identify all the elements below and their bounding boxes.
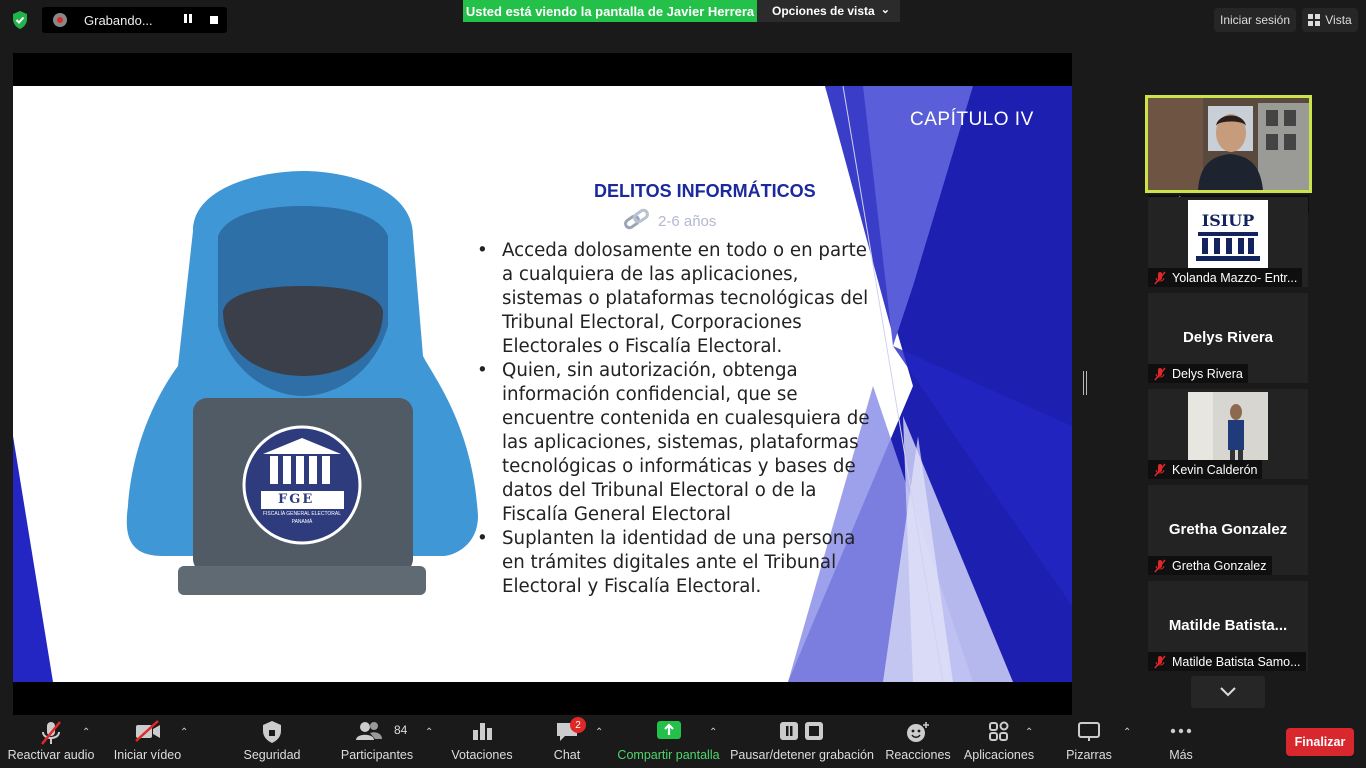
pause-stop-recording-label: Pausar/detener grabación [730,748,874,762]
participant-tile[interactable] [1148,293,1308,383]
more-label: Más [1169,748,1193,762]
muted-mic-icon [1152,366,1168,382]
muted-mic-icon [1152,462,1168,478]
view-button[interactable] [1302,8,1358,32]
participant-name: Kevin Calderón [1172,462,1258,477]
whiteboard-icon [1077,720,1101,742]
muted-mic-icon [1152,558,1168,574]
pause-recording-icon[interactable] [182,14,194,26]
recording-indicator [42,7,227,33]
polls-label: Votaciones [451,748,513,762]
whiteboards-options-caret-icon[interactable]: ⌃ [1123,727,1132,738]
security-button[interactable] [237,715,307,768]
participant-name: Gretha Gonzalez [1172,558,1267,573]
whiteboards-label: Pizarras [1066,748,1112,762]
start-video-button[interactable] [105,715,190,768]
view-options-dropdown[interactable] [757,0,900,22]
polls-button[interactable] [447,715,517,768]
recording-dot-icon [53,13,67,27]
chat-options-caret-icon[interactable]: ⌃ [595,727,604,738]
participants-options-caret-icon[interactable]: ⌃ [425,727,434,738]
apps-options-caret-icon[interactable]: ⌃ [1025,727,1034,738]
view-options-label: Opciones de vista [772,4,875,18]
bullet-item: • Quien, sin autorización, obtenga información confidencial, que se encuentre contenida en cualesquiera de las aplicaciones, sistemas, plataformas tecnológicas o informáticas y bases de datos del Tribunal Electoral o de la Fiscalía General Electoral [475,359,875,527]
video-feed [1148,98,1309,190]
logo-subtitle: FISCALÍA GENERAL ELECTORAL [262,511,342,517]
reactions-button[interactable] [884,715,952,768]
grid-view-icon [1308,14,1320,26]
panel-resize-handle[interactable] [1083,371,1087,395]
bullet-list [475,239,875,599]
more-button[interactable] [1156,715,1206,768]
encryption-shield-icon[interactable] [10,10,30,30]
reactions-emoji-icon [905,720,931,744]
video-options-caret-icon[interactable]: ⌃ [180,727,189,738]
pause-stop-recording-button[interactable] [730,715,874,768]
participants-icon [355,720,383,742]
muted-mic-icon [1152,270,1168,286]
participant-display-name: Matilde Batista... [1168,617,1288,634]
participant-name: Delys Rivera [1172,366,1243,381]
video-off-icon [134,720,162,742]
unmute-label: Reactivar audio [7,748,95,762]
participant-label [1148,268,1302,287]
share-screen-button[interactable] [616,715,721,768]
share-screen-icon [656,720,682,740]
video-feed [1188,392,1268,460]
active-speaker-tile[interactable] [1145,95,1312,193]
bullet-item: • Suplanten la identidad de una persona en trámites digitales ante el Tribunal Electoral y Fiscalía Electoral. [475,527,875,599]
participant-label [1148,556,1272,575]
participant-label [1148,652,1306,671]
bullet-item: • Acceda dolosamente en todo o en parte a cualquiera de las aplicaciones, sistemas o plataformas tecnológicas del Tribunal Electoral, Corporaciones Electorales o Fiscalía Electoral. [475,239,875,359]
share-options-caret-icon[interactable]: ⌃ [709,727,718,738]
chevron-down-icon [1220,687,1236,697]
view-label: Vista [1325,13,1352,27]
security-shield-icon [261,720,283,744]
participant-label [1148,364,1248,383]
recording-label: Grabando... [84,12,153,28]
meeting-toolbar [0,715,1366,768]
share-screen-label: Compartir pantalla [617,748,720,762]
end-meeting-button[interactable]: Finalizar [1286,728,1354,756]
chain-link-icon [622,207,652,233]
participant-display-name: Gretha Gonzalez [1168,521,1288,538]
unmute-button[interactable] [5,715,97,768]
logo-fge-text: FGE [278,492,315,507]
apps-icon [987,720,1011,742]
reactions-label: Reacciones [885,748,951,762]
muted-mic-icon [1152,654,1168,670]
organization-logo-text: ISIUP [1201,211,1255,230]
participant-tile[interactable] [1148,581,1308,671]
apps-label: Aplicaciones [963,748,1035,762]
participant-name: Matilde Batista Samo... [1172,654,1301,669]
pause-stop-icon [778,720,826,742]
participant-tile[interactable] [1148,197,1308,287]
apps-button[interactable] [962,715,1036,768]
chapter-heading: CAPÍTULO IV [910,109,1034,130]
more-dots-icon [1169,720,1193,742]
chat-unread-badge: 2 [570,717,586,733]
security-label: Seguridad [243,748,301,762]
sign-in-button[interactable]: Iniciar sesión [1214,8,1296,32]
participant-tile[interactable] [1148,389,1308,479]
participant-tile[interactable] [1148,485,1308,575]
participant-display-name: Delys Rivera [1182,329,1274,346]
logo-country: PANAMÁ [291,519,313,525]
participants-label: Participantes [340,748,414,762]
participant-label [1148,460,1262,479]
participants-count: 84 [394,723,408,737]
participant-name: Yolanda Mazzo- Entr... [1172,270,1298,285]
stop-recording-icon[interactable] [210,16,218,24]
presentation-slide [13,86,1072,682]
start-video-label: Iniciar vídeo [113,748,182,762]
chat-label: Chat [553,748,581,762]
viewing-screen-banner: Usted está viendo la pantalla de Javier Herrera [463,0,757,22]
audio-options-caret-icon[interactable]: ⌃ [82,727,91,738]
muted-mic-icon [39,720,63,746]
shared-screen [13,53,1072,715]
scroll-down-button[interactable] [1191,676,1265,708]
slide-title: DELITOS INFORMÁTICOS [594,181,816,201]
penalty-years: 2-6 años [658,213,717,230]
whiteboards-button[interactable] [1059,715,1119,768]
polls-chart-icon [471,720,493,742]
top-bar [0,0,1366,40]
chevron-down-icon: ⌄ [880,4,890,16]
